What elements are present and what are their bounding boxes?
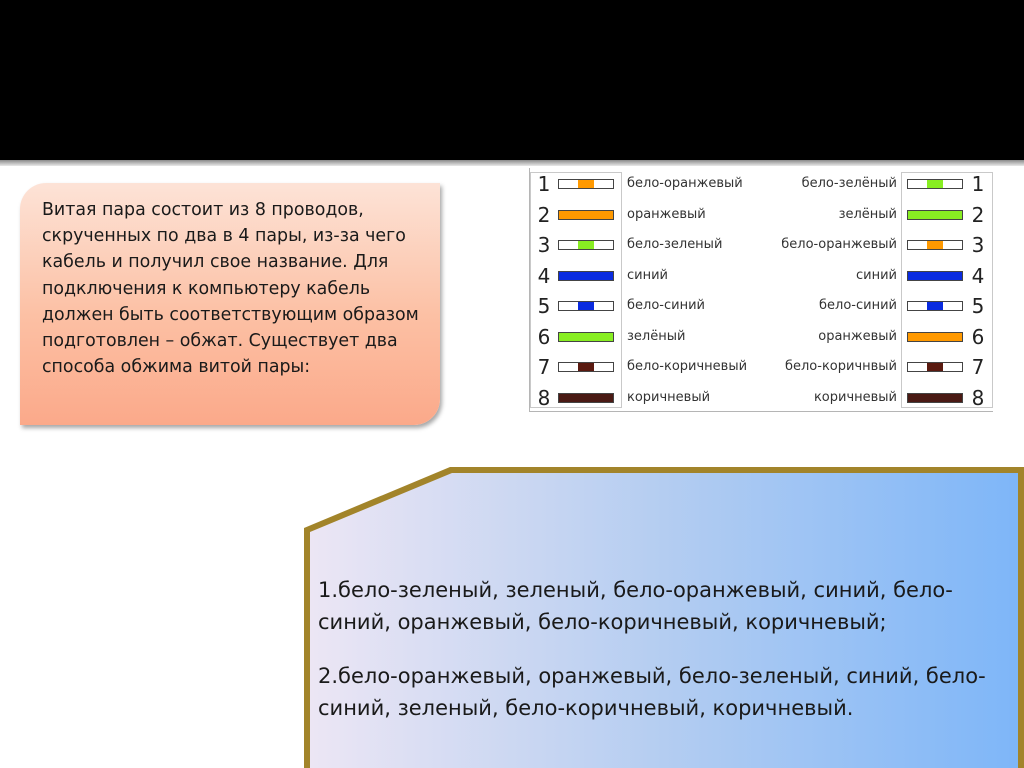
- wire-color-swatch: [907, 210, 963, 220]
- wire-label-left: синий: [627, 267, 668, 283]
- pin-number-left: 3: [537, 233, 551, 257]
- title-bar: [0, 0, 1024, 160]
- wire-label-left: бело-зеленый: [627, 237, 723, 252]
- wire-color-swatch: [558, 332, 614, 342]
- pin-number-left: 4: [537, 263, 551, 288]
- wiring-diagram: [529, 168, 993, 412]
- pin-number-right: 4: [971, 263, 985, 288]
- pin-number-right: 6: [971, 324, 985, 349]
- intro-text: Витая пара состоит из 8 проводов, скрученных по два в 4 пары, из-за чего кабель и получил свое название. Для подключения к компьютеру кабель должен быть соответствующим образом подготовлен – обжат. Существует два способа обжима витой пары:: [42, 200, 419, 378]
- intro-callout: [20, 183, 440, 425]
- pin-number-right: 5: [971, 294, 985, 318]
- pin-number-right: 8: [971, 385, 985, 410]
- wiring-row: [529, 384, 993, 414]
- wire-label-left: бело-коричневый: [627, 359, 748, 374]
- wire-label-right: бело-оранжевый: [781, 237, 897, 252]
- wiring-row: [529, 353, 993, 383]
- wiring-row: [529, 323, 993, 353]
- pin-number-left: 1: [537, 172, 551, 196]
- pin-number-right: 3: [971, 233, 985, 257]
- pin-number-left: 6: [537, 324, 551, 349]
- crimp-methods-panel: [304, 467, 1024, 768]
- method-1-text: 1.бело-зеленый, зеленый, бело-оранжевый, синий, бело-синий, оранжевый, бело-коричневый, коричневый;: [318, 578, 953, 634]
- wire-color-swatch: [558, 210, 614, 220]
- wire-color-swatch: [907, 271, 963, 281]
- wire-label-right: оранжевый: [818, 328, 897, 344]
- pin-number-left: 5: [537, 294, 551, 318]
- wire-label-right: коричневый: [813, 389, 897, 405]
- pin-number-left: 8: [537, 385, 551, 410]
- wiring-row: [529, 292, 993, 322]
- wire-label-right: синий: [856, 267, 897, 283]
- wire-color-swatch: [907, 393, 963, 403]
- wire-color-swatch: [558, 179, 614, 189]
- title-bar-edge: [0, 160, 1024, 166]
- wiring-row: [529, 201, 993, 231]
- wire-color-swatch: [558, 301, 614, 311]
- wire-label-left: коричневый: [627, 389, 711, 405]
- wire-label-left: бело-синий: [627, 298, 705, 313]
- method-2-text: 2.бело-оранжевый, оранжевый, бело-зеленый, синий, бело-синий, зеленый, бело-коричневый, коричневый.: [318, 664, 986, 720]
- wire-label-right: бело-синий: [819, 298, 897, 313]
- wiring-row: [529, 231, 993, 261]
- wire-color-swatch: [907, 332, 963, 342]
- methods-text: [318, 574, 1008, 724]
- wire-label-left: оранжевый: [627, 206, 706, 222]
- wire-label-right: зелёный: [838, 206, 897, 222]
- wire-label-right: бело-коричнвый: [784, 359, 897, 374]
- pin-number-right: 2: [971, 202, 985, 227]
- wire-label-left: зелёный: [627, 328, 686, 344]
- wire-color-swatch: [558, 271, 614, 281]
- pin-number-left: 7: [537, 355, 551, 379]
- wire-color-swatch: [907, 362, 963, 372]
- wire-color-swatch: [907, 240, 963, 250]
- wire-color-swatch: [558, 393, 614, 403]
- wire-color-swatch: [907, 301, 963, 311]
- wiring-row: [529, 170, 993, 200]
- pin-number-left: 2: [537, 202, 551, 227]
- pin-number-right: 7: [971, 355, 985, 379]
- wire-color-swatch: [558, 362, 614, 372]
- wiring-row: [529, 262, 993, 292]
- wire-color-swatch: [558, 240, 614, 250]
- wire-color-swatch: [907, 179, 963, 189]
- wire-label-left: бело-оранжевый: [627, 176, 743, 191]
- pin-number-right: 1: [971, 172, 985, 196]
- wire-label-right: бело-зелёный: [801, 176, 897, 191]
